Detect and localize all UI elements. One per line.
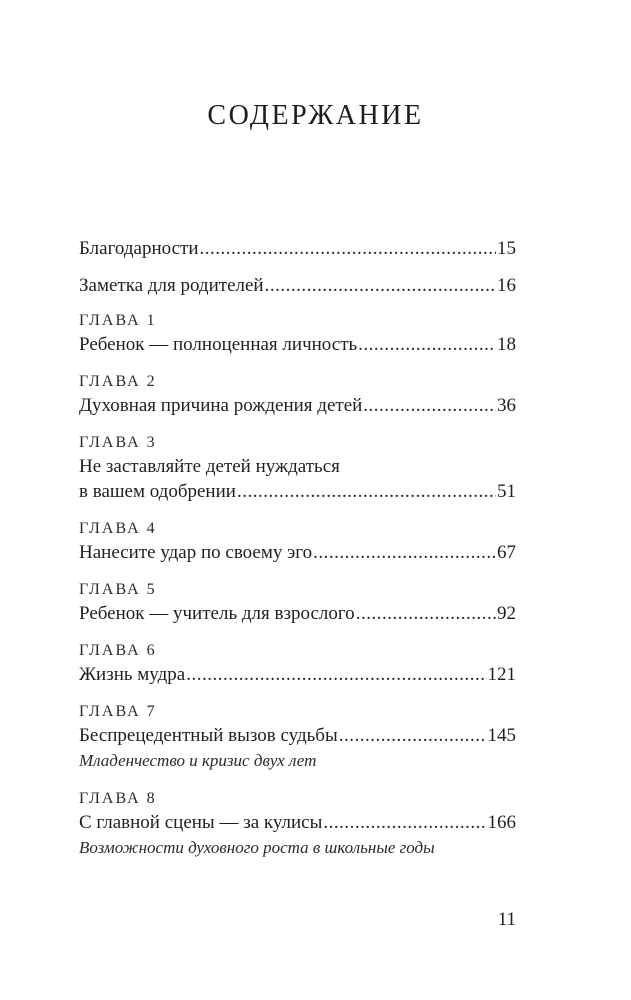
toc-chapter-6[interactable] (79, 640, 516, 687)
chapter-title: Беспрецедентный вызов судьбы (79, 725, 338, 746)
toc-chapter-5[interactable] (79, 579, 516, 626)
dot-leader (265, 273, 496, 298)
chapter-title: Духовная причина рождения детей (79, 395, 363, 416)
toc-page-number: 145 (487, 725, 516, 746)
chapter-label: ГЛАВА 8 (79, 790, 157, 807)
dot-leader (237, 479, 496, 504)
toc-entry-note-for-parents[interactable] (79, 273, 516, 298)
page-number: 11 (497, 909, 516, 930)
chapter-title: С главной сцены — за кулисы (79, 812, 323, 833)
dot-leader (313, 540, 496, 565)
chapter-subtitle: Возможности духовного роста в школьные годы (79, 838, 435, 857)
toc-chapter-3[interactable] (79, 432, 516, 504)
toc-chapter-7[interactable] (79, 701, 516, 774)
chapter-label: ГЛАВА 5 (79, 581, 157, 598)
chapter-label: ГЛАВА 2 (79, 373, 157, 390)
table-of-contents (79, 236, 516, 875)
chapter-title: Ребенок — полноценная личность (79, 334, 358, 355)
toc-page-number: 15 (497, 238, 516, 259)
toc-page-number: 166 (487, 812, 516, 833)
dot-leader (358, 332, 496, 357)
toc-chapter-2[interactable] (79, 371, 516, 418)
chapter-title: Ребенок — учитель для взрослого (79, 603, 355, 624)
toc-page-number: 67 (497, 542, 516, 563)
toc-page-number: 36 (497, 395, 516, 416)
toc-page-number: 16 (497, 275, 516, 296)
chapter-subtitle: Младенчество и кризис двух лет (79, 751, 317, 770)
chapter-label: ГЛАВА 6 (79, 642, 157, 659)
dot-leader (356, 601, 496, 626)
dot-leader (200, 236, 497, 261)
chapter-title: Жизнь мудра (79, 664, 186, 685)
toc-entry-title: Заметка для родителей (79, 275, 264, 296)
dot-leader (363, 393, 496, 418)
toc-entry-acknowledgements[interactable] (79, 236, 516, 261)
dot-leader (323, 810, 486, 835)
chapter-label: ГЛАВА 7 (79, 703, 157, 720)
toc-entry-title: Благодарности (79, 238, 199, 259)
chapter-label: ГЛАВА 4 (79, 520, 157, 537)
toc-page-number: 121 (487, 664, 516, 685)
chapter-title-line-1: Не заставляйте детей нуждаться (79, 456, 340, 477)
toc-page-number: 92 (497, 603, 516, 624)
toc-chapter-4[interactable] (79, 518, 516, 565)
chapter-label: ГЛАВА 3 (79, 434, 157, 451)
dot-leader (186, 662, 486, 687)
page-title: СОДЕРЖАНИЕ (207, 100, 424, 131)
chapter-label: ГЛАВА 1 (79, 312, 157, 329)
toc-chapter-1[interactable] (79, 310, 516, 357)
toc-chapter-8[interactable] (79, 788, 516, 861)
chapter-title: Нанесите удар по своему эго (79, 542, 313, 563)
dot-leader (339, 723, 487, 748)
toc-page-number: 18 (497, 334, 516, 355)
toc-page-number: 51 (497, 481, 516, 502)
chapter-title-line-2: в вашем одобрении (79, 481, 236, 502)
